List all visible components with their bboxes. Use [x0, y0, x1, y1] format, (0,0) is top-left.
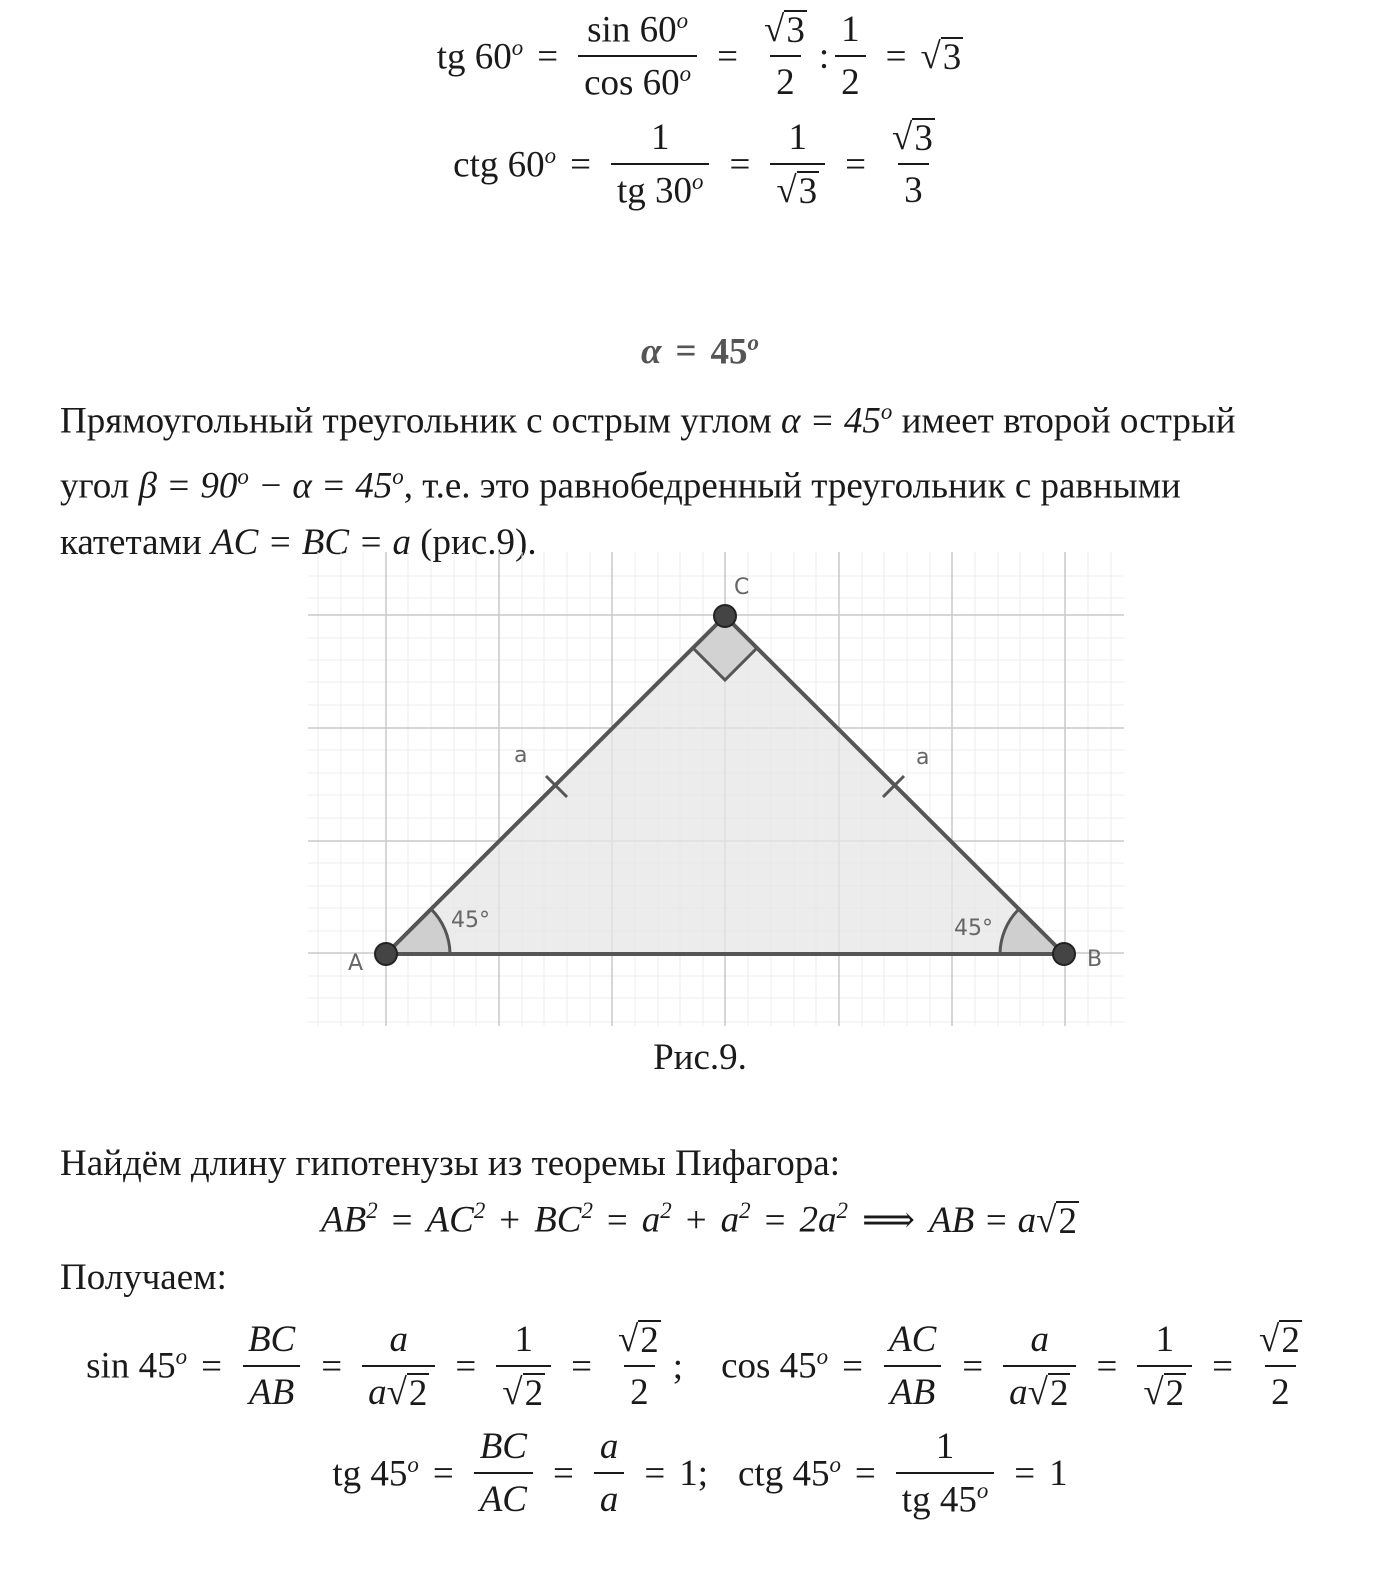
tg60-lhs: tg 60$^o$ [436, 34, 524, 77]
ctg60-fraction-1-tg30: $\frac{1}{tg 30^o}$ [611, 116, 710, 212]
formula-ctg60: ctg 60$^o$ = $\frac{1}{tg 30^o}$ = 1 √ 3 = √ 3 3 [0, 116, 1400, 212]
tg60-fraction-sqrt3-2: √ 3 2 [764, 9, 805, 104]
section-heading: α = 45$^o$ [640, 330, 760, 373]
formula-tg60: tg 60$^o$ = $\frac{\sin 60^o}{\cos 60^o}$ = √ 3 2 : $\frac{1}{2}$ = √ 3 [436, 8, 962, 104]
ctg60-fraction-1-sqrt3: 1 √ 3 [770, 116, 825, 212]
ctg60-lhs: ctg 60$^o$ [453, 142, 557, 185]
point-B [1053, 943, 1075, 965]
tg60-result: √ 3 [920, 35, 962, 78]
label-A: A [348, 951, 364, 976]
label-side-left: a [514, 743, 528, 768]
paragraph-intro [60, 384, 1350, 571]
tg60-fraction-sin-cos: $\frac{\sin 60^o}{\cos 60^o}$ [578, 8, 697, 105]
point-C [714, 605, 736, 627]
formula-tg-ctg-45: tg 45$^o$ = $\frac{BC}{AC}$ = $\frac{a}{a}$ = 1 ; ctg 45$^o$ = $\frac{1}{tg 45^o}$ = 1 [332, 1426, 1068, 1521]
sin45-lhs: sin 45$^o$ [86, 1344, 188, 1387]
triangle-figure [308, 552, 1124, 1026]
paragraph-pythagoras-intro: Найдём длину гипотенузы из теоремы Пифагора: [60, 1143, 840, 1184]
implies-arrow: ⟹ [861, 1200, 915, 1241]
paragraph-intro-line1: Прямоугольный треугольник с острым углом $\alpha = 45^o$ имеет второй острый [60, 399, 1236, 442]
label-angle-A: 45° [451, 908, 490, 933]
paragraph-intro-line2: угол $\beta = 90^o - \alpha = 45^o$, т.е. это равнобедренный треугольник с равными [60, 464, 1181, 507]
label-side-right: a [916, 745, 930, 770]
figure-caption: Рис.9. [653, 1037, 747, 1078]
cos45-lhs: cos 45$^o$ [721, 1344, 829, 1387]
ctg60-fraction-sqrt3-3: √ 3 3 [892, 117, 933, 212]
tg45-lhs: tg 45$^o$ [332, 1451, 419, 1494]
tg60-fraction-1-2: $\frac{1}{2}$ [835, 8, 866, 104]
paragraph-intro-line3: катетами AC = BC = a (рис.9). [60, 521, 537, 563]
ctg45-lhs: ctg 45$^o$ [738, 1451, 841, 1494]
paragraph-result-intro: Получаем: [60, 1257, 227, 1298]
label-B: B [1087, 947, 1103, 972]
point-A [375, 943, 397, 965]
formula-pythagoras: $AB^2$ = $AC^2$ + $BC^2$ = $a^2$ + $a^2$ = $2a^2$ ⟹ AB = a √ 2 [321, 1198, 1077, 1242]
label-angle-B: 45° [954, 916, 993, 941]
label-C: C [734, 575, 750, 600]
formula-sin-cos-45: sin 45$^o$ = $\frac{BC}{AB}$ = a a √ 2 = 1 √ 2 = √ 2 2 ; cos 45$^o$ = $\frac{AC}{AB}$ = a a √ 2 = 1 √ 2 = √ 2 2 [86, 1319, 1300, 1415]
